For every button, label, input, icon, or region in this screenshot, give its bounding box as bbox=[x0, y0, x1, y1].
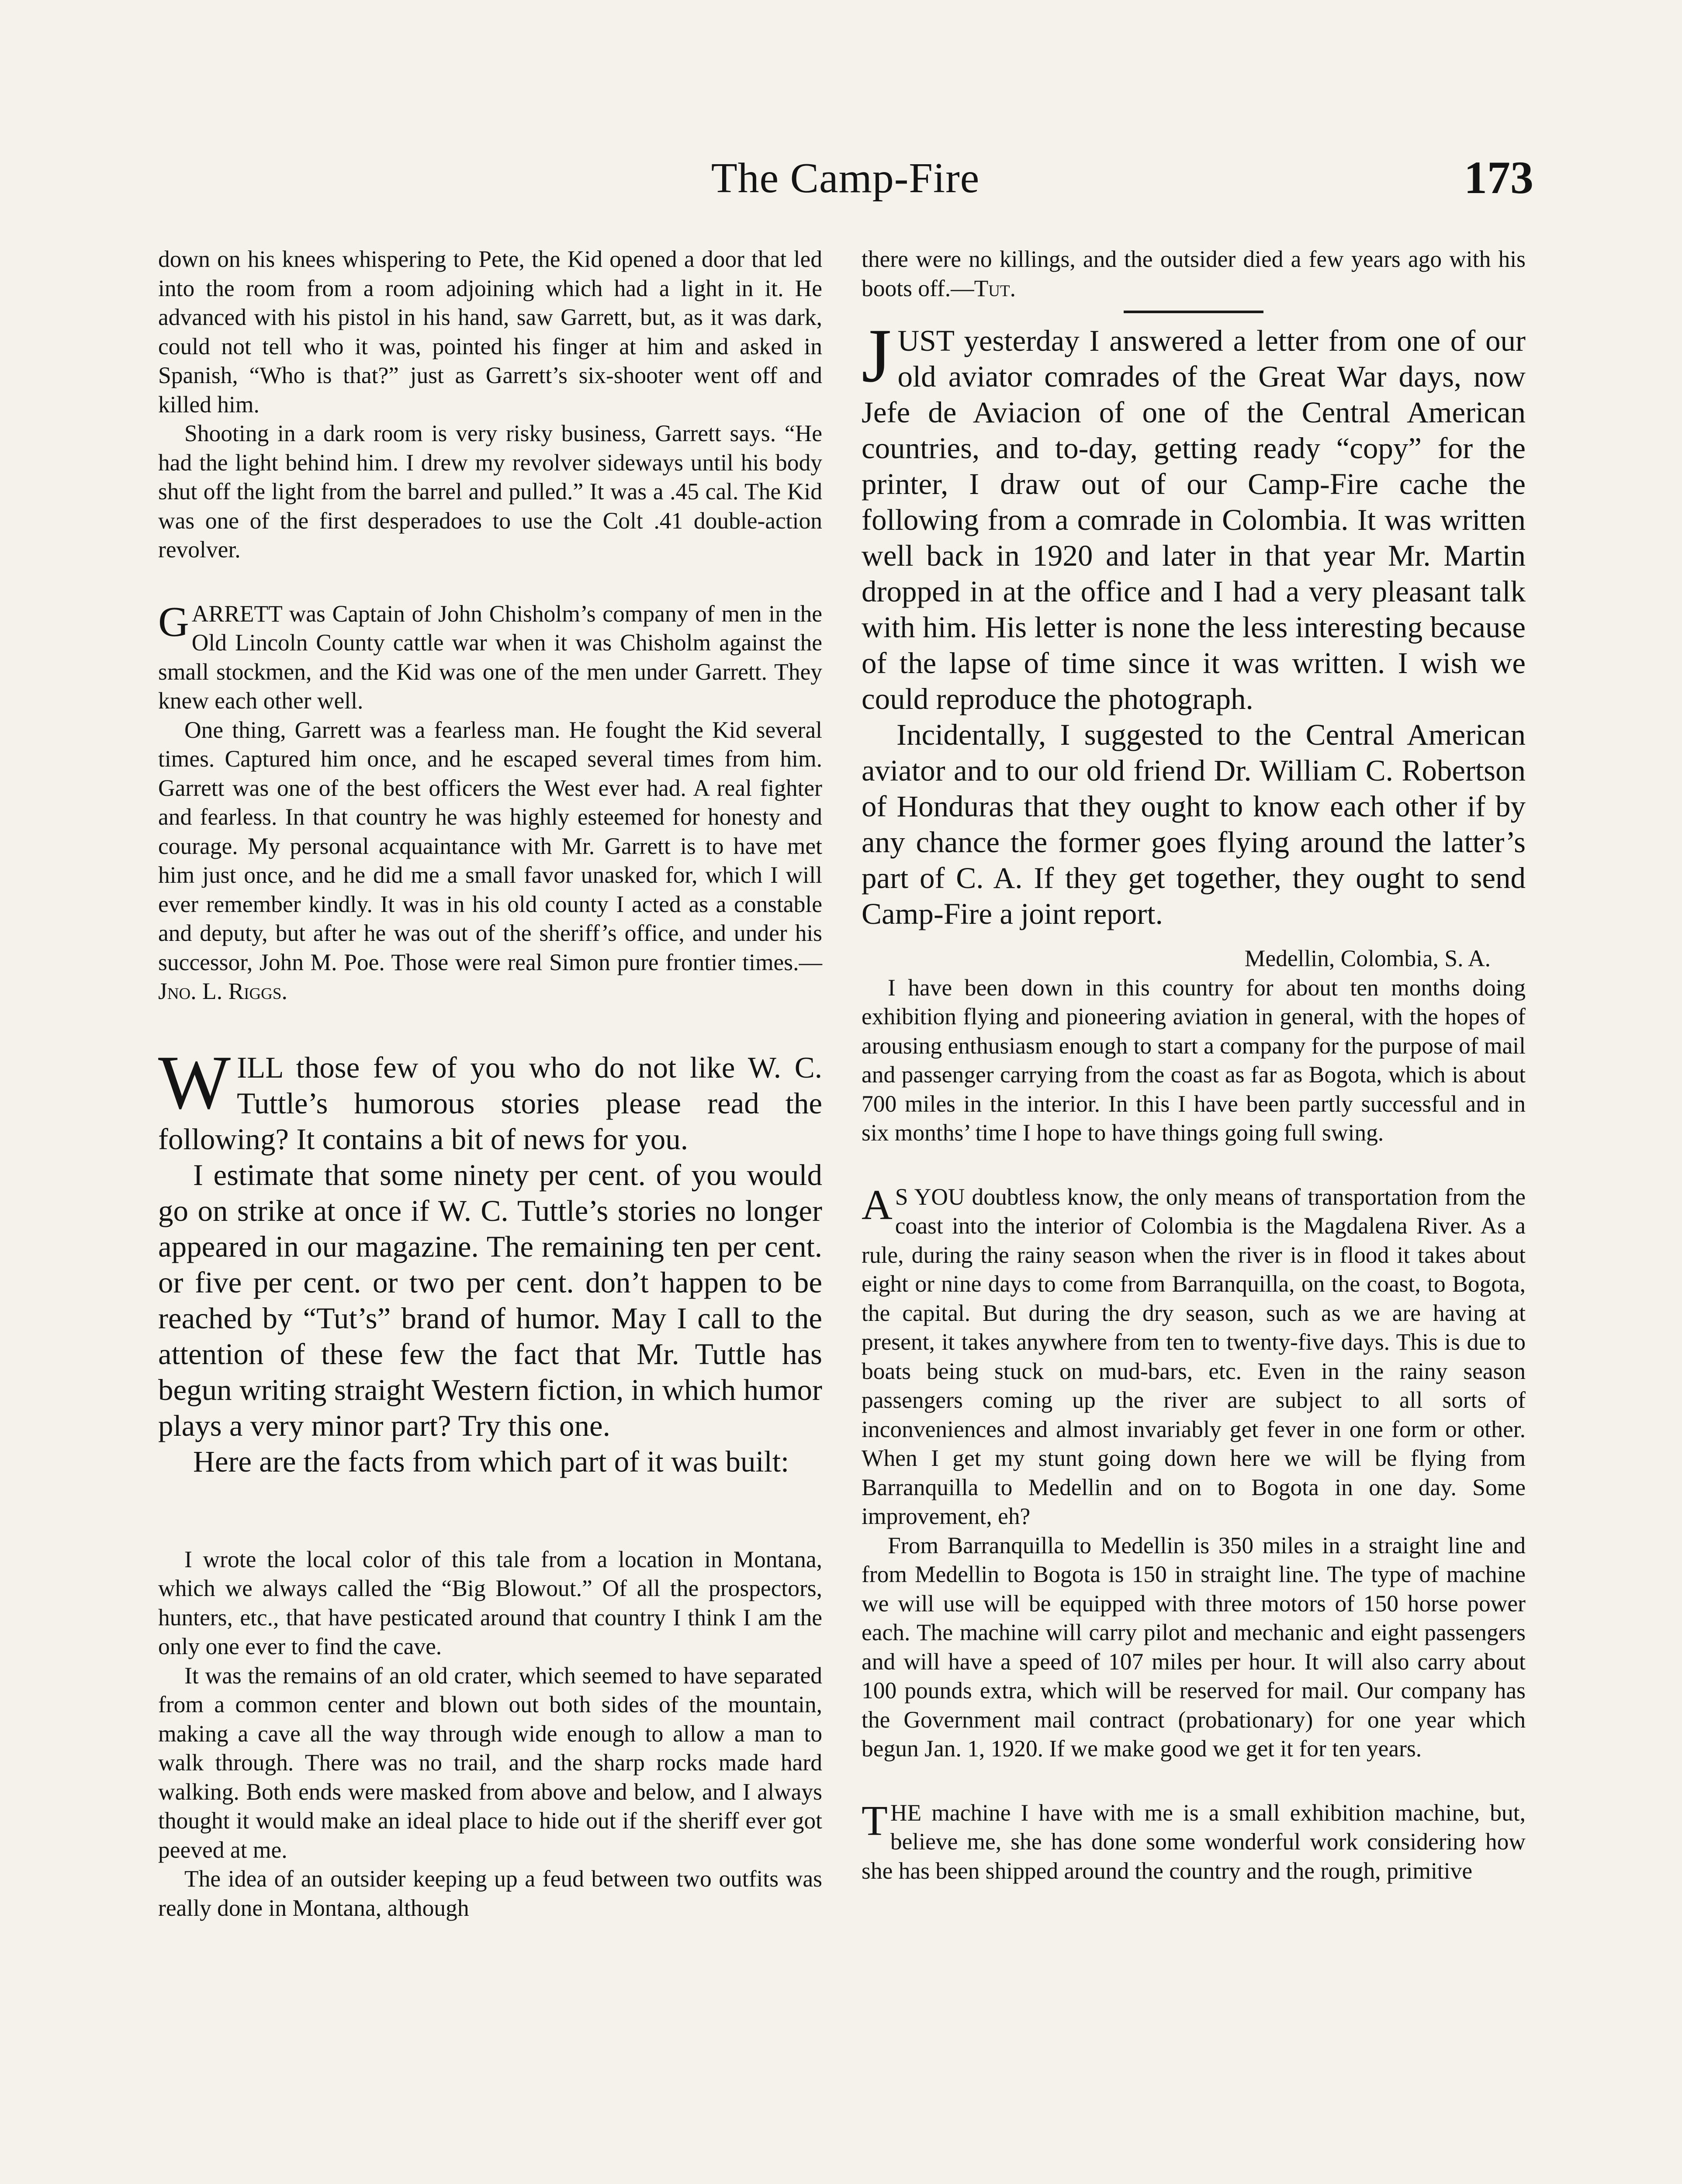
initial-letter: G bbox=[158, 598, 189, 646]
initial-letter: T bbox=[862, 1797, 888, 1845]
paragraph: The idea of an outsider keeping up a feud between two outfits was really done in Montana, although bbox=[158, 1866, 822, 1921]
paragraph: Incidentally, I suggested to the Central American aviator and to our old friend Dr. William C. Robertson of Honduras that they ought to know each other if by any chance the former goes flying around the latter’s part of C. A. If they get together, they ought to send Camp-Fire a joint report. bbox=[862, 718, 1526, 930]
tuttle-quote-continued bbox=[862, 245, 1526, 303]
aviator-letter-part3 bbox=[862, 1798, 1526, 1886]
drop-cap: J bbox=[862, 313, 892, 398]
tuttle-quote bbox=[158, 1545, 822, 1923]
garrett-section bbox=[158, 599, 822, 1006]
left-column bbox=[158, 245, 822, 1922]
paragraph: From Barranquilla to Medellin is 350 miles in a straight line and from Medellin to Bogota is 150 in straight line. The type of machine we will use will be equipped with three motors of 150 horse power each. The machine will carry pilot and mechanic and eight passengers and will have a speed of 107 miles per hour. It will also carry about 100 pounds extra, which will be reserved for mail. Our company has the Government mail contract (probationary) for one year which begun Jan. 1, 1920. If we make good we get it for ten years. bbox=[862, 1532, 1526, 1762]
letter-dateline: Medellin, Colombia, S. A. bbox=[1244, 945, 1491, 971]
paragraph: Here are the facts from which part of it was built: bbox=[193, 1444, 789, 1478]
drop-cap: W bbox=[158, 1040, 231, 1125]
paragraph: I have been down in this country for about ten months doing exhibition flying and pioneering aviation in general, with the hopes of arousing enthusiasm enough to start a company for the purpose of mail and passenger carrying from the coast as far as Bogota, which is about 700 miles in the interior. In this I have been partly successful and in six months’ time I hope to have things going full swing. bbox=[862, 974, 1526, 1146]
paragraph: I estimate that some ninety per cent. of you would go on strike at once if W. C. Tuttle’s stories no longer appeared in our magazine. The remaining ten per cent. or five per cent. or two per cent. don’t happen to be reached by “Tut’s” brand of humor. May I call to the attention of these few the fact that Mr. Tuttle has begun writing straight Western fiction, in which humor plays a very minor part? Try this one. bbox=[158, 1158, 822, 1442]
paragraph: WILL those few of you who do not like W. C. Tuttle’s humorous stories please read the following? It contains a bit of news for you. bbox=[158, 1040, 822, 1156]
paragraph: Shooting in a dark room is very risky business, Garrett says. “He had the light behind him. I drew my revolver sideways until his body shut off the light from the barrel and pulled.” It was a .45 cal. The Kid was one of the first desperadoes to use the Colt .41 double-action revolver. bbox=[158, 420, 822, 563]
paragraph: A S YOU doubtless know, the only means of transportation from the coast into the interior of Colombia is the Magdalena River. As a rule, during the rainy season when the river is in flood it takes about eight or nine days to come from Barranquilla, on the coast, to Bogota, the capital. But during the dry season, such as we are having at present, it takes anywhere from ten to twenty-five days. This is due to boats being stuck on mud-bars, etc. Even in the rainy season passengers coming up the river are subject to all sorts of inconveniences and almost invariably get fever in one form or other. When I get my stunt going down here we will be flying from Barranquilla to Medellin and on to Bogota in one day. Some improvement, eh? bbox=[862, 1181, 1526, 1529]
running-title: The Camp-Fire bbox=[711, 155, 980, 202]
aviator-letter-part2 bbox=[862, 1182, 1526, 1763]
riggs-letter-continued bbox=[158, 245, 822, 564]
paragraph: THE machine I have with me is a small exhibition machine, but, believe me, she has done some wonderful work considering how she has been shipped around the country and the rough, primitive bbox=[862, 1797, 1526, 1884]
tuttle-section bbox=[158, 1040, 822, 1479]
aviator-letter bbox=[862, 973, 1526, 1147]
section-divider bbox=[1124, 311, 1263, 313]
paragraph: I wrote the local color of this tale from a location in Montana, which we always called the “Big Blowout.” Of all the prospectors, hunters, etc., that have pesticated around that country I think I am the only one ever to find the cave. bbox=[158, 1546, 822, 1659]
paragraph: It was the remains of an old crater, which seemed to have separated from a common center and blown out both sides of the mountain, making a cave all the way through wide enough to allow a man to walk through. There was no trail, and the sharp rocks made hard walking. Both ends were masked from above and below, and I always thought it would make an ideal place to hide out if the sheriff ever got peeved at me. bbox=[158, 1662, 822, 1863]
page-header bbox=[157, 154, 1533, 219]
right-column bbox=[862, 245, 1526, 1885]
paragraph: down on his knees whispering to Pete, the Kid opened a door that led into the room from a room adjoining which had a light in it. He advanced with his pistol in his hand, saw Garrett, but, as it was dark, could not tell who it was, pointed his finger at him and asked in Spanish, “Who is that?” just as Garrett’s six-shooter went off and killed him. bbox=[158, 246, 822, 418]
initial-letter: A bbox=[862, 1181, 893, 1229]
aviator-intro bbox=[862, 313, 1526, 932]
paragraph: there were no killings, and the outsider died a few years ago with his boots off.—Tut. bbox=[862, 246, 1526, 301]
signature: Jno. L. Riggs. bbox=[158, 978, 287, 1004]
paragraph: JUST yesterday I answered a letter from one of our old aviator comrades of the Great War days, now Jefe de Aviacion of one of the Central American countries, and to-day, getting ready “copy” for the printer, I draw out of our Camp-Fire cache the following from a comrade in Colombia. It was written well back in 1920 and later in that year Mr. Martin dropped in at the office and I had a very pleasant talk with him. His letter is none the less interesting because of the lapse of time since it was written. I wish we could reproduce the photograph. bbox=[862, 313, 1526, 715]
signature: Tut. bbox=[974, 275, 1016, 301]
paragraph: One thing, Garrett was a fearless man. He fought the Kid several times. Captured him once, and he escaped several times from him. Garrett was one of the best officers the West ever had. A real fighter and fearless. In that country he was highly esteemed for honesty and courage. My personal acquaintance with Mr. Garrett is to have met him just once, and he did me a small favor unasked for, which I will ever remember kindly. It was in his old county I acted as a constable and deputy, but after he was out of the sheriff’s office, and under his successor, John M. Poe. Those were real Simon pure frontier times.—Jno. L. Riggs. bbox=[158, 716, 822, 1004]
paragraph: GARRETT was Captain of John Chisholm’s company of men in the Old Lincoln County cattle war when it was Chisholm against the small stockmen, and the Kid was one of the men under Garrett. They knew each other well. bbox=[158, 598, 822, 714]
page-number: 173 bbox=[1464, 152, 1533, 203]
